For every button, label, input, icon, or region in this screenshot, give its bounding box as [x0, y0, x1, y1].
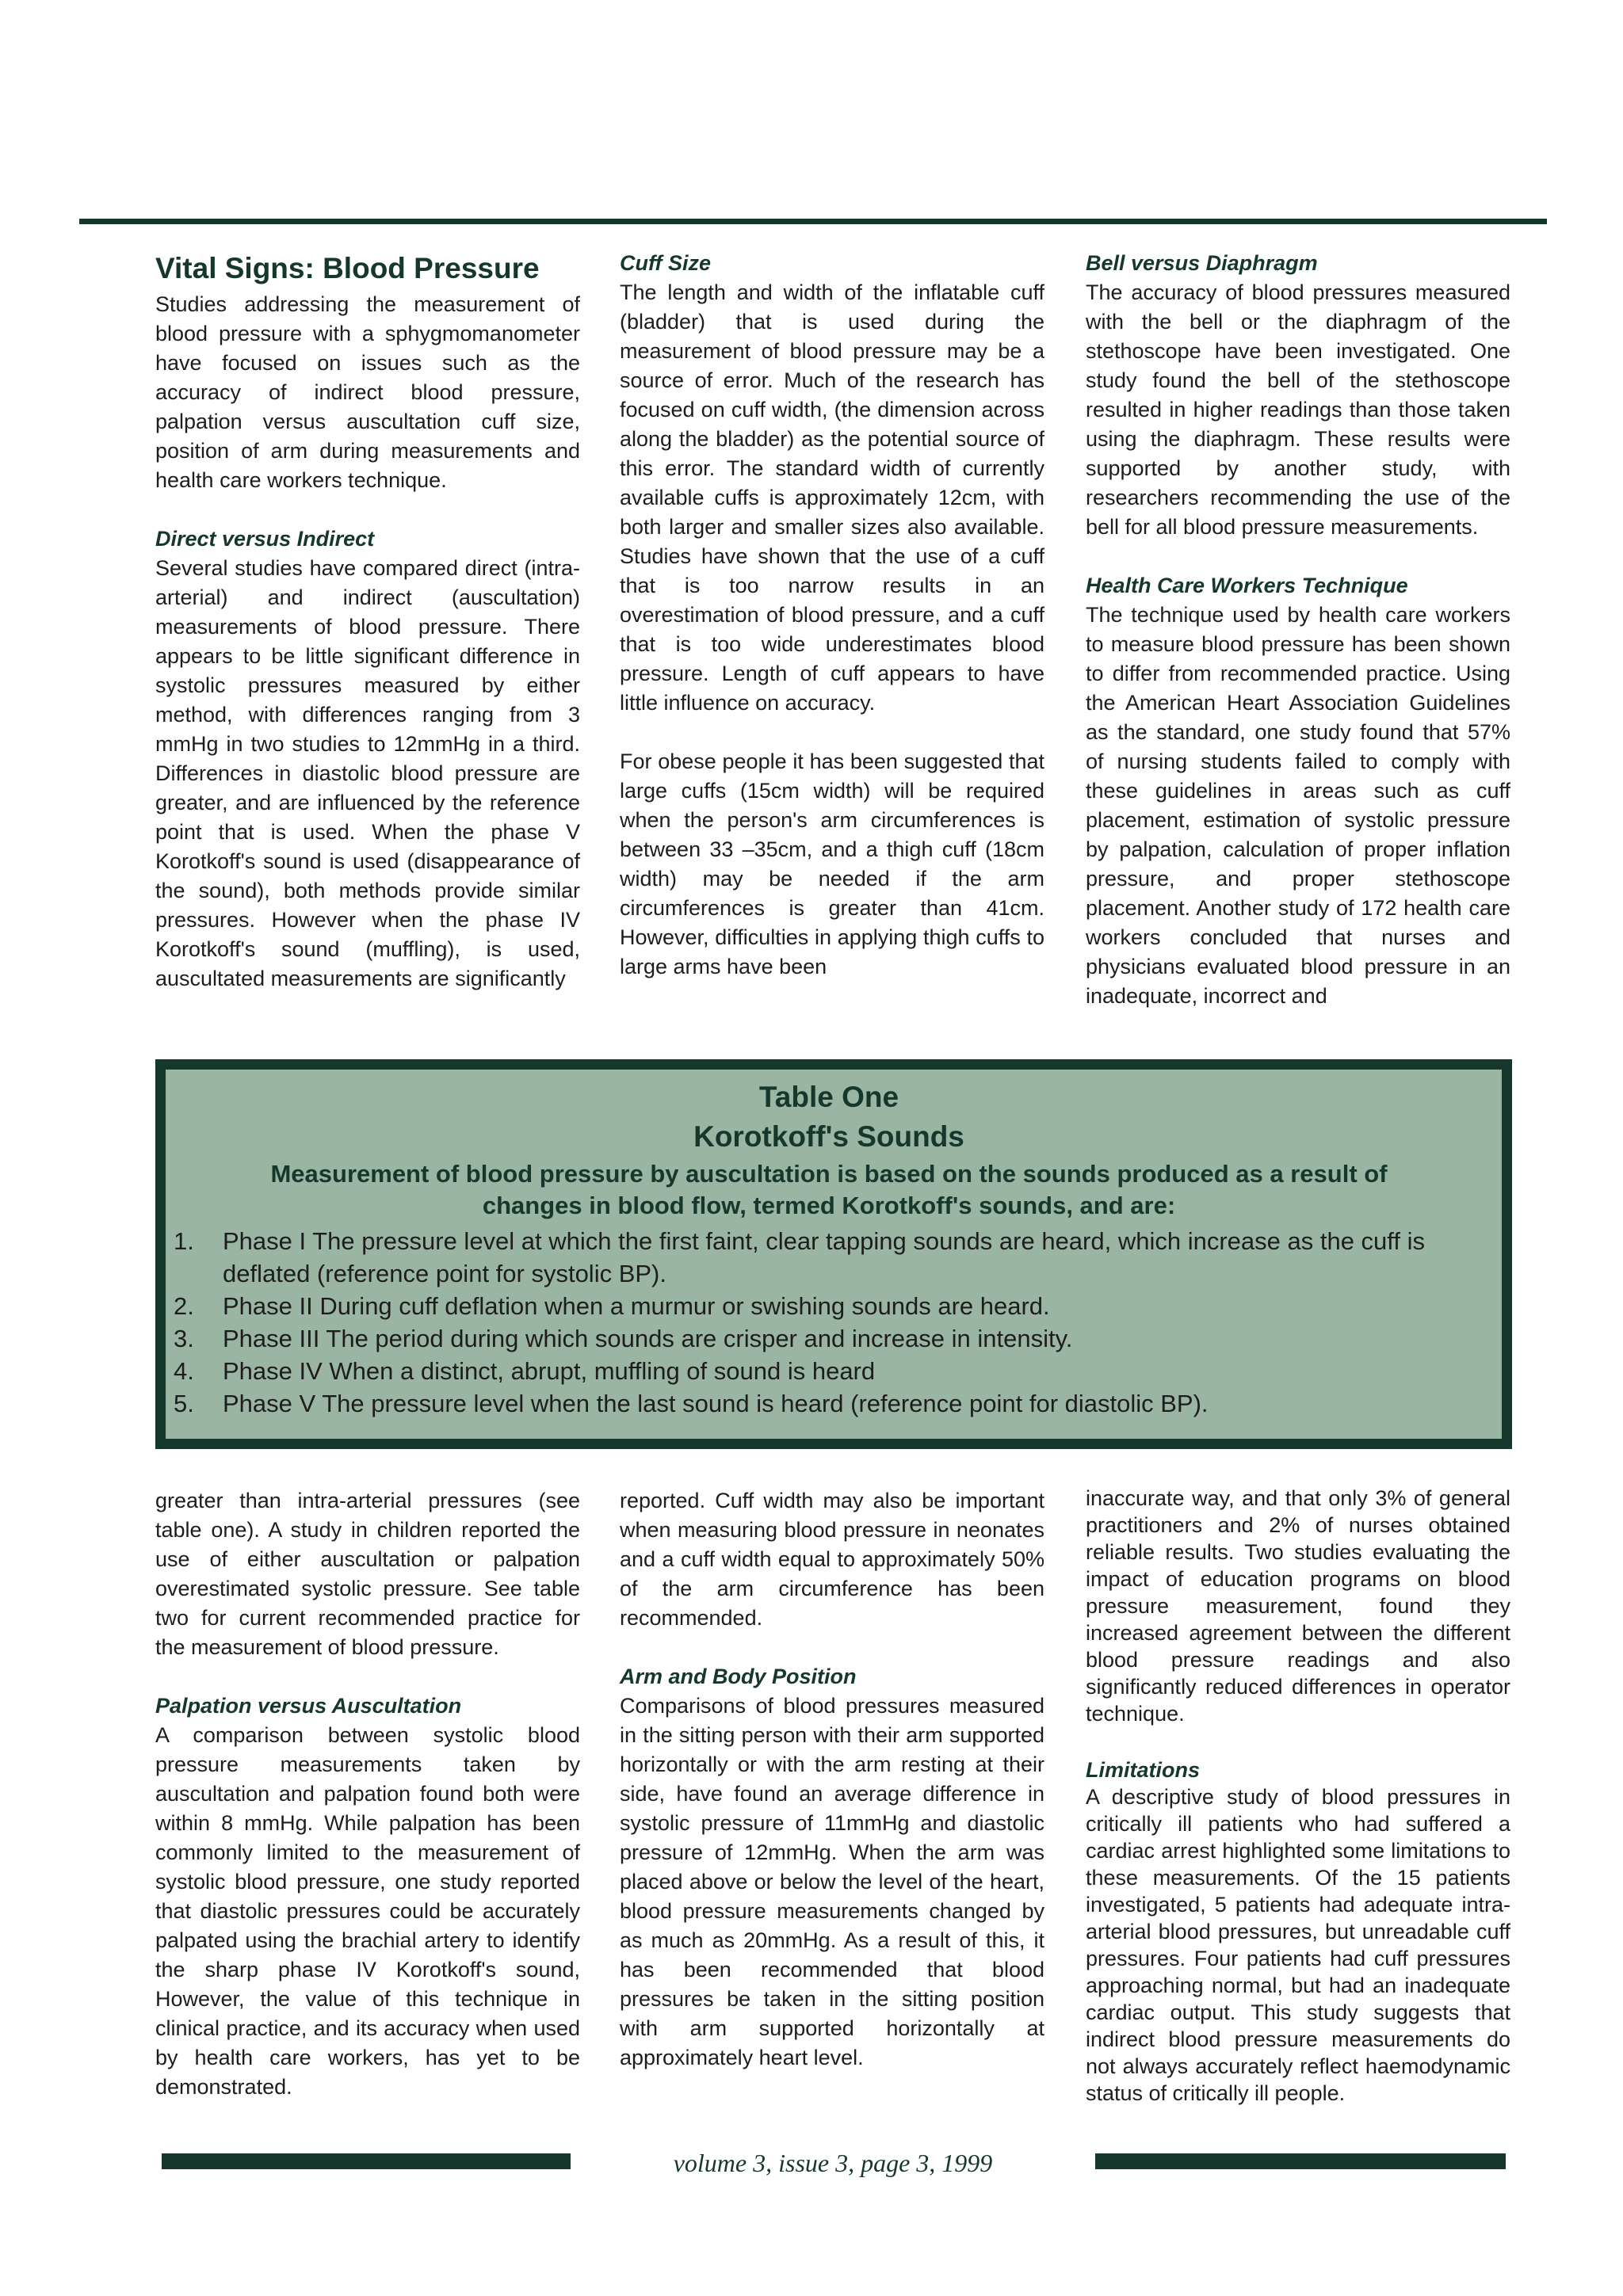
list-number: 4.	[174, 1357, 194, 1385]
column-3	[1086, 249, 1510, 1011]
cuff-paragraph-1: The length and width of the inflatable cuff (bladder) that is used during the measurement of blood pressure may be a source of error. Much of the research has focused on cuff width, (the dimension across along the bladder) as the potential source of this error. The standard width of currently available cuffs is approximately 12cm, with both larger and smaller sizes also available. Studies have shown that the use of a cuff that is too narrow results in an overestimation of blood pressure, and a cuff that is too wide underestimates blood pressure. Length of cuff appears to have little influence on accuracy.	[620, 280, 1044, 715]
list-number: 5.	[174, 1390, 194, 1417]
column-5	[620, 1486, 1044, 2073]
limitations-paragraph: A descriptive study of blood pressures in critically ill patients who had suffered a cardiac arrest highlighted some limitations to these measurements. Of the 15 patients investigated, 5 patients had adequate intra-arterial blood pressures, but unreadable cuff pressures. Four patients had cuff pressures approaching normal, but had an inadequate cardiac output. This study suggests that indirect blood pressure measurements do not always accurately reflect haemodynamic status of critically ill people.	[1086, 1785, 1510, 2105]
continued-paragraph: inaccurate way, and that only 3% of general practitioners and 2% of nurses obtained reliable results. Two studies evaluating the impact of education programs on blood pressure measurement, found they increased agreement between the different blood pressure readings and also significantly reduced differences in operator technique.	[1086, 1486, 1510, 1726]
list-text: Phase V The pressure level when the last sound is heard (reference point for diastolic BP).	[223, 1390, 1209, 1417]
list-text: Phase I The pressure level at which the first faint, clear tapping sounds are heard, which increase as the cuff is deflated (reference point for systolic BP).	[223, 1227, 1425, 1287]
section-heading-palpation: Palpation versus Auscultation	[155, 1694, 462, 1718]
hcw-paragraph: The technique used by health care workers to measure blood pressure has been shown to differ from recommended practice. Using the American Heart Association Guidelines as the standard, one study found that 57% of nursing students failed to comply with these guidelines in areas such as cuff placement, estimation of systolic pressure by palpation, calculation of proper inflation pressure, and proper stethoscope placement. Another study of 172 health care workers concluded that nurses and physicians evaluated blood pressure in an inadequate, incorrect and	[1086, 603, 1510, 1008]
footer-citation: volume 3, issue 3, page 3, 1999	[673, 2149, 993, 2177]
table-subtitle: Korotkoff's Sounds	[693, 1120, 964, 1153]
phase-list	[174, 1225, 1484, 1420]
cuff-paragraph-2: For obese people it has been suggested that large cuffs (15cm width) will be required when the person's arm circumferences is between 33 –35cm, and a thigh cuff (18cm width) may be needed if the arm circumferences is greater than 41cm. However, difficulties in applying thigh cuffs to large arms have been	[620, 749, 1044, 978]
section-heading-cuff: Cuff Size	[620, 251, 712, 275]
table-one-box	[155, 1059, 1512, 1449]
intro-paragraph: Studies addressing the measurement of blood pressure with a sphygmomanometer have focused on issues such as the accuracy of indirect blood pressure, palpation versus auscultation cuff size, position of arm during measurements and health care workers technique.	[155, 292, 580, 492]
list-item	[174, 1322, 1484, 1355]
direct-paragraph: Several studies have compared direct (intra-arterial) and indirect (auscultation) measurements of blood pressure. There appears to be little significant difference in systolic pressures measured by either method, with differences ranging from 3 mmHg in two studies to 12mmHg in a third. Differences in diastolic blood pressure are greater, and are influenced by the reference point that is used. When the phase V Korotkoff's sound is used (disappearance of the sound), both methods provide similar pressures. However when the phase IV Korotkoff's sound (muffling), is used, auscultated measurements are significantly	[155, 556, 580, 990]
arm-paragraph: Comparisons of blood pressures measured in the sitting person with their arm supported horizontally or with the arm resting at their side, have found an average difference in systolic pressure of 11mmHg and diastolic pressure of 12mmHg. When the arm was placed above or below the level of the heart, blood pressure measurements changed by as much as 20mmHg. As a result of this, it has been recommended that blood pressures be taken in the sitting position with arm supported horizontally at approximately heart level.	[620, 1694, 1044, 2069]
list-item	[174, 1355, 1484, 1387]
list-number: 3.	[174, 1325, 194, 1352]
column-1	[155, 250, 580, 994]
table-title: Table One	[758, 1081, 899, 1113]
list-text: Phase III The period during which sounds are crisper and increase in intensity.	[223, 1325, 1073, 1352]
list-text: Phase II During cuff deflation when a murmur or swishing sounds are heard.	[223, 1292, 1050, 1320]
section-heading-hcw: Health Care Workers Technique	[1086, 574, 1408, 597]
list-text: Phase IV When a distinct, abrupt, muffling of sound is heard	[223, 1357, 876, 1385]
table-intro: Measurement of blood pressure by auscultation is based on the sounds produced as a result of changes in blood flow, termed Korotkoff's sounds, and are:	[270, 1160, 1388, 1219]
continued-paragraph: reported. Cuff width may also be important when measuring blood pressure in neonates and a cuff width equal to approximately 50% of the arm circumference has been recommended.	[620, 1489, 1044, 1630]
column-6	[1086, 1485, 1510, 2107]
list-number: 2.	[174, 1292, 194, 1320]
list-item	[174, 1225, 1484, 1290]
section-heading-bell: Bell versus Diaphragm	[1086, 251, 1318, 275]
section-heading-limitations: Limitations	[1086, 1758, 1201, 1782]
section-heading-direct: Direct versus Indirect	[155, 527, 375, 551]
footer-bar-right	[1095, 2153, 1506, 2169]
footer-bar-left	[162, 2153, 571, 2169]
top-rule	[79, 219, 1547, 224]
palpation-paragraph: A comparison between systolic blood pressure measurements taken by auscultation and palpation found both were within 8 mmHg. While palpation has been commonly limited to the measurement of systolic blood pressure, one study reported that diastolic pressures could be accurately palpated using the brachial artery to identify the sharp phase IV Korotkoff's sound, However, the value of this technique in clinical practice, and its accuracy when used by health care workers, has yet to be demonstrated.	[155, 1723, 580, 2099]
bell-paragraph: The accuracy of blood pressures measured with the bell or the diaphragm of the stethoscope have been investigated. One study found the bell of the stethoscope resulted in higher readings than those taken using the diaphragm. These results were supported by another study, with researchers recommending the use of the bell for all blood pressure measurements.	[1086, 280, 1510, 539]
section-heading-arm: Arm and Body Position	[620, 1665, 857, 1688]
list-item	[174, 1387, 1484, 1420]
column-2	[620, 249, 1044, 982]
column-4	[155, 1486, 580, 2102]
continued-paragraph: greater than intra-arterial pressures (see table one). A study in children reported the use of either auscultation or palpation overestimated systolic pressure. See table two for current recommended practice for the measurement of blood pressure.	[155, 1489, 580, 1659]
article-title: Vital Signs: Blood Pressure	[155, 252, 540, 284]
list-item	[174, 1290, 1484, 1322]
list-number: 1.	[174, 1227, 194, 1255]
